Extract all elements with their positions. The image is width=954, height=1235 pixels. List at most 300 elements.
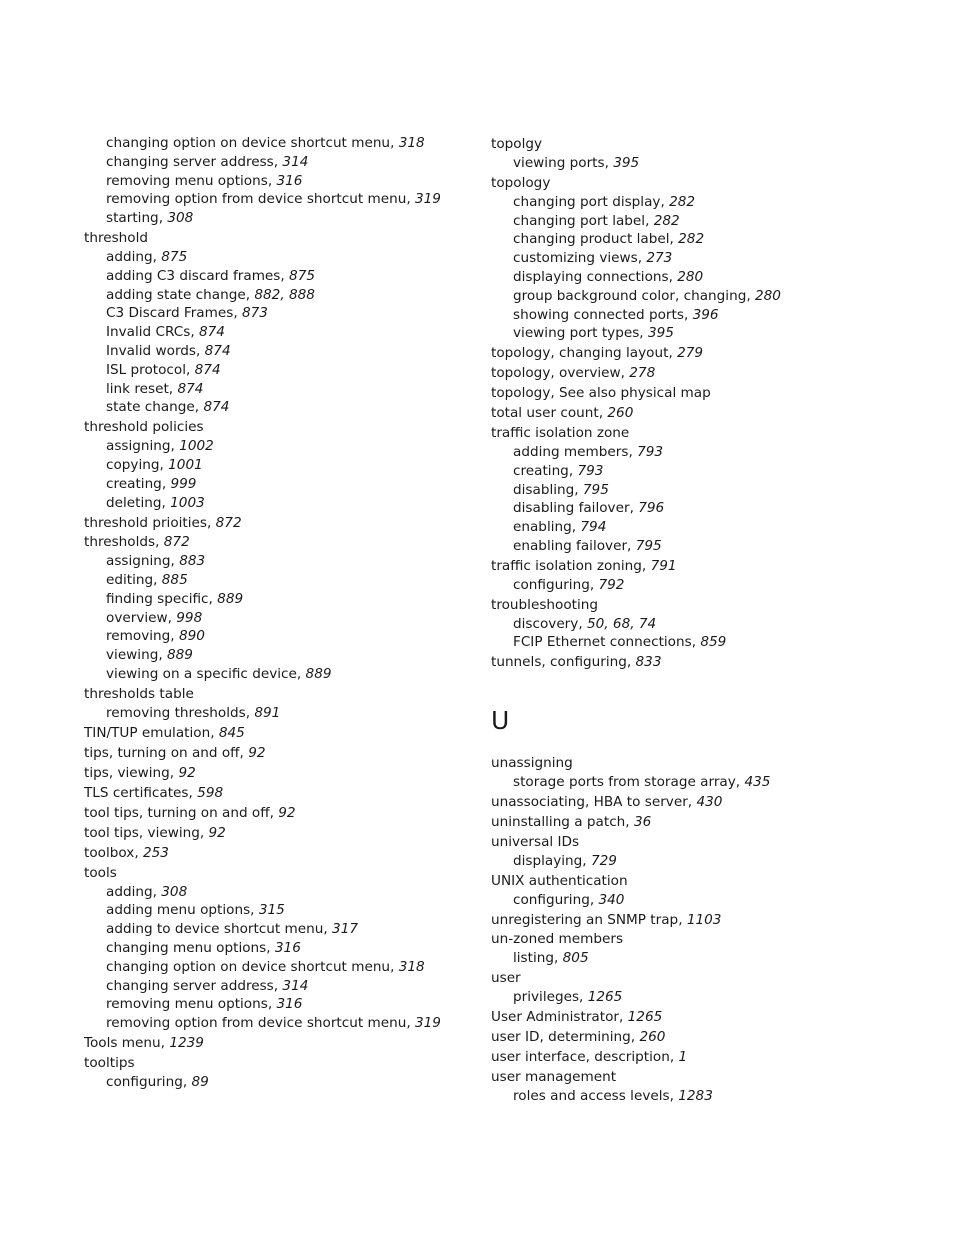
index-separator: , — [210, 724, 219, 741]
index-separator: , — [267, 996, 277, 1013]
index-subentry — [84, 939, 464, 958]
index-separator: , — [620, 365, 630, 382]
index-separator: , — [159, 456, 169, 473]
page-reference-link[interactable]: 435 — [744, 773, 771, 790]
index-term: tooltips — [84, 1055, 135, 1072]
index-subentry — [491, 773, 891, 792]
index-subentry — [491, 499, 891, 518]
index-subentry — [84, 248, 464, 267]
page-reference-link[interactable]: 315 — [258, 902, 285, 919]
page-reference-link[interactable]: 253 — [142, 844, 169, 861]
index-term: changing option on device shortcut menu — [106, 135, 391, 151]
index-separator: , — [554, 950, 563, 967]
index-separator: , — [250, 902, 259, 919]
index-subentry — [491, 212, 891, 231]
index-term: unregistering an SNMP trap — [491, 911, 679, 928]
page-reference-link[interactable]: 793 — [577, 462, 604, 479]
page-reference-link[interactable]: 92 — [248, 744, 266, 761]
page-reference-link[interactable]: 92 — [178, 764, 196, 781]
index-separator: , — [735, 773, 745, 790]
index-term: threshold — [84, 230, 149, 247]
page-reference-link[interactable]: 795 — [582, 481, 609, 498]
index-entry — [491, 557, 891, 576]
index-subentry — [491, 230, 891, 249]
index-separator: , — [390, 958, 399, 975]
page-reference-link[interactable]: 1283 — [678, 1087, 713, 1104]
index-subentry — [84, 153, 464, 172]
index-term: changing server address — [106, 153, 274, 170]
page-reference-link[interactable]: 319 — [415, 191, 441, 208]
page-reference-link[interactable]: 280 — [677, 268, 704, 285]
page-reference-link[interactable]: 883 — [179, 553, 206, 570]
index-entry — [84, 1034, 464, 1053]
index-term: overview — [106, 609, 168, 626]
page-reference-link[interactable]: 314 — [282, 977, 309, 994]
index-separator: , — [194, 399, 204, 416]
index-subentry — [491, 324, 891, 343]
index-subentry — [84, 609, 464, 628]
index-term: removing — [106, 628, 171, 645]
page-reference-link[interactable]: 999 — [170, 475, 197, 492]
index-subentry — [491, 633, 891, 652]
index-subentry — [491, 949, 891, 968]
page-reference-link[interactable]: 282 — [669, 193, 696, 210]
page-reference-link[interactable]: 833 — [635, 654, 662, 671]
index-entry — [491, 754, 891, 773]
index-term: TIN/TUP emulation — [84, 724, 211, 741]
index-separator: , — [669, 1087, 679, 1104]
index-term: viewing on a specific device — [106, 666, 297, 683]
section-letter-heading: U — [491, 706, 510, 736]
index-separator: , — [687, 793, 697, 810]
page-reference-link[interactable]: 729 — [590, 852, 617, 869]
index-subentry — [84, 1014, 464, 1033]
page-reference-link[interactable]: 1 — [678, 1049, 688, 1066]
index-separator: , — [134, 844, 143, 861]
page-reference-link[interactable]: 874 — [194, 361, 221, 378]
index-separator: , — [629, 500, 639, 517]
index-entry — [491, 135, 891, 154]
index-entry — [491, 930, 891, 949]
index-entry — [84, 864, 464, 883]
page-reference-link[interactable]: 885 — [161, 572, 188, 589]
index-subentry — [84, 172, 464, 191]
page-reference-link[interactable]: 998 — [176, 609, 203, 626]
page-reference-link[interactable]: 795 — [635, 538, 662, 555]
index-separator: , — [280, 267, 290, 284]
page-reference-link[interactable]: 316 — [274, 939, 301, 956]
index-term: editing — [106, 572, 154, 589]
index-separator: , — [668, 268, 678, 285]
index-term: adding menu options — [106, 902, 251, 919]
page-reference-link[interactable]: 890 — [178, 628, 205, 645]
index-term: topology — [491, 174, 551, 191]
index-subentry — [491, 154, 891, 173]
index-entry — [84, 229, 464, 248]
page-reference-link[interactable]: 340 — [598, 891, 625, 908]
index-separator: , — [170, 628, 179, 645]
index-subentry — [491, 193, 891, 212]
index-term: threshold prioities — [84, 514, 207, 531]
index-separator: , — [169, 764, 179, 781]
index-term: displaying — [513, 852, 583, 869]
page-reference-link[interactable]: 279 — [677, 345, 704, 362]
index-term: unassigning — [491, 755, 573, 772]
index-term: tips, turning on and off — [84, 744, 240, 761]
index-term: un-zoned members — [491, 931, 624, 948]
index-subentry — [491, 287, 891, 306]
index-term: state change — [106, 399, 195, 416]
page-reference-link[interactable]: 805 — [562, 950, 589, 967]
page-reference-link[interactable]: 1001 — [168, 456, 203, 473]
index-subentry — [84, 475, 464, 494]
index-separator: , — [161, 494, 171, 511]
index-term: unassociating, HBA to server — [491, 793, 688, 810]
index-subentry — [491, 615, 891, 634]
index-term: adding — [106, 883, 153, 900]
index-term: configuring — [513, 576, 590, 593]
index-column-left — [84, 134, 464, 1092]
page-reference-link[interactable]: 1239 — [169, 1035, 204, 1052]
index-subentry — [84, 958, 464, 977]
index-term: topology, changing layout — [491, 345, 669, 362]
index-term: thresholds — [84, 534, 156, 551]
index-term: removing thresholds — [106, 704, 246, 721]
index-subentry — [84, 665, 464, 684]
page-reference-link[interactable]: 1002 — [179, 438, 214, 455]
index-separator: , — [160, 1035, 170, 1052]
index-subentry — [84, 342, 464, 361]
index-separator: , — [296, 666, 306, 683]
index-term: total user count — [491, 405, 599, 422]
index-entry — [491, 833, 891, 852]
index-subentry — [84, 323, 464, 342]
page-reference-link[interactable]: 1003 — [170, 494, 205, 511]
index-term: tunnels, configuring — [491, 654, 627, 671]
index-entry — [84, 685, 464, 704]
index-entry — [84, 844, 464, 863]
index-separator: , — [598, 405, 608, 422]
index-separator: , — [206, 514, 216, 531]
index-term: storage ports from storage array — [513, 773, 736, 790]
index-entry — [84, 824, 464, 843]
index-separator: , — [152, 883, 162, 900]
index-separator: , — [628, 444, 638, 461]
page-reference-link[interactable]: 1103 — [686, 911, 722, 928]
index-separator: , — [626, 654, 636, 671]
index-separator: , — [155, 534, 164, 551]
page-reference-link[interactable]: 794 — [580, 519, 607, 536]
index-term: universal IDs — [491, 833, 580, 850]
index-separator: , — [170, 438, 180, 455]
index-separator: , — [167, 609, 177, 626]
page-reference-link[interactable]: 319 — [415, 1015, 441, 1032]
index-separator: , — [578, 615, 587, 632]
index-subentry — [84, 571, 464, 590]
page-reference-link[interactable]: 89 — [191, 1073, 209, 1090]
index-term: creating — [106, 475, 162, 492]
page-reference-link[interactable]: 278 — [629, 365, 656, 382]
index-term: troubleshooting — [491, 596, 599, 613]
index-term: removing option from device shortcut menu — [106, 1015, 407, 1032]
page-reference-link[interactable]: 859 — [700, 634, 727, 651]
index-term: finding specific — [106, 590, 209, 607]
index-term: tool tips, viewing — [84, 824, 200, 841]
index-separator: , — [182, 1073, 192, 1090]
index-separator: , — [604, 154, 614, 171]
index-term: removing option from device shortcut menu — [106, 191, 407, 208]
page-reference-link[interactable]: 396 — [692, 306, 719, 323]
page-reference-link[interactable]: 318 — [398, 958, 425, 975]
index-separator: , — [267, 172, 277, 189]
index-separator: , — [170, 553, 180, 570]
index-separator: , — [158, 210, 168, 227]
index-subentry — [491, 249, 891, 268]
index-term: tool tips, turning on and off — [84, 804, 270, 821]
page-reference-link[interactable]: 260 — [639, 1029, 666, 1046]
index-term: listing — [513, 950, 554, 967]
index-separator: , — [625, 813, 634, 830]
index-separator: , — [641, 558, 651, 575]
page-reference-link[interactable]: 308 — [161, 883, 188, 900]
index-subentry — [84, 456, 464, 475]
page-reference-link[interactable]: 316 — [276, 172, 303, 189]
page-reference-link[interactable]: 36 — [633, 813, 652, 830]
page-reference-link[interactable]: 260 — [607, 405, 634, 422]
index-entry — [491, 793, 891, 812]
index-separator: , — [568, 462, 578, 479]
index-term: Invalid words — [106, 342, 196, 359]
index-subentry — [84, 134, 464, 153]
page-reference-link[interactable]: 1265 — [627, 1009, 663, 1026]
index-separator: , — [639, 325, 648, 342]
index-term: adding C3 discard frames — [106, 267, 281, 284]
index-term: ISL protocol — [106, 361, 186, 378]
page-reference-link[interactable]: 889 — [305, 666, 332, 683]
index-separator: , — [196, 342, 205, 359]
page-reference-link[interactable]: 92 — [278, 804, 296, 821]
index-separator: , — [669, 1049, 679, 1066]
index-term: Invalid CRCs — [106, 324, 191, 341]
index-separator: , — [245, 286, 255, 303]
page-reference-link[interactable]: 872 — [163, 534, 190, 551]
index-separator: , — [746, 287, 755, 304]
page-reference-link[interactable]: 874 — [203, 399, 230, 416]
index-term: traffic isolation zoning — [491, 558, 642, 575]
index-entry — [491, 1048, 891, 1067]
index-separator: , — [582, 852, 591, 869]
index-subentry — [84, 398, 464, 417]
index-subentry — [491, 462, 891, 481]
page-reference-link[interactable]: 395 — [613, 154, 640, 171]
index-separator: , — [627, 538, 636, 555]
index-separator: , — [199, 824, 209, 841]
page-reference-link[interactable]: 889 — [166, 647, 193, 664]
page-reference-link[interactable]: 889 — [217, 590, 244, 607]
index-separator: , — [239, 744, 249, 761]
index-entry — [491, 364, 891, 383]
index-term: adding state change — [106, 286, 246, 303]
index-subentry — [84, 304, 464, 323]
index-entry — [491, 404, 891, 423]
index-term: user management — [491, 1069, 617, 1085]
index-term: changing product label — [513, 231, 670, 248]
index-term: user interface, description — [491, 1049, 670, 1066]
index-term: adding — [106, 248, 153, 265]
page-reference-link[interactable]: 50, 68, 74 — [586, 615, 657, 632]
page-reference-link[interactable]: 92 — [208, 824, 226, 841]
page-reference-link[interactable]: 430 — [696, 793, 723, 810]
index-subentry — [84, 995, 464, 1014]
index-subentry — [84, 380, 464, 399]
index-separator: , — [683, 306, 693, 323]
page-reference-link[interactable]: 874 — [204, 342, 231, 359]
page-reference-link[interactable]: 872 — [215, 514, 242, 531]
index-term: enabling — [513, 519, 572, 536]
index-subentry — [84, 646, 464, 665]
index-term: displaying connections — [513, 268, 669, 285]
index-subentry — [84, 901, 464, 920]
index-separator: , — [168, 380, 178, 397]
index-entry — [491, 969, 891, 988]
page-reference-link[interactable]: 882, 888 — [254, 286, 315, 303]
page-reference-link[interactable]: 598 — [197, 784, 224, 801]
index-term: topolgy — [491, 136, 543, 153]
index-subentry — [84, 704, 464, 723]
index-separator: , — [152, 248, 162, 265]
index-subentry — [491, 443, 891, 462]
index-entry — [84, 784, 464, 803]
index-term: Tools menu — [84, 1035, 161, 1052]
index-term: changing port label — [513, 212, 646, 229]
index-term: user ID, determining — [491, 1029, 631, 1046]
index-term: User Administrator — [491, 1009, 619, 1026]
index-term: customizing views — [513, 250, 638, 267]
index-subentry — [84, 920, 464, 939]
index-term: configuring — [513, 891, 590, 908]
index-term: removing menu options — [106, 172, 268, 189]
page-reference-link[interactable]: 875 — [161, 248, 188, 265]
index-term: creating — [513, 462, 569, 479]
index-term: changing port display — [513, 193, 661, 210]
index-term: starting — [106, 210, 159, 227]
page-reference-link[interactable]: 874 — [177, 380, 204, 397]
page-reference-link[interactable]: 314 — [282, 153, 309, 170]
index-term: enabling failover — [513, 538, 628, 555]
index-entry — [491, 911, 891, 930]
page-reference-link[interactable]: 1265 — [587, 989, 623, 1006]
index-term: changing server address — [106, 977, 274, 994]
index-separator: , — [669, 231, 679, 248]
index-subentry — [84, 361, 464, 380]
page-reference-link[interactable]: 282 — [653, 212, 680, 229]
index-term: assigning — [106, 438, 171, 455]
index-subentry — [491, 268, 891, 287]
index-term: threshold policies — [84, 419, 204, 436]
index-term: toolbox — [84, 844, 135, 861]
index-separator: , — [618, 1009, 628, 1026]
index-separator: , — [233, 305, 242, 322]
index-term: group background color, changing — [513, 287, 747, 304]
index-separator: , — [190, 324, 199, 341]
index-term: disabling — [513, 481, 575, 498]
index-separator: , — [678, 911, 687, 928]
index-subentry — [84, 494, 464, 513]
index-term: discovery — [513, 615, 579, 632]
page-reference-link[interactable]: 280 — [754, 287, 781, 304]
index-term: FCIP Ethernet connections — [513, 634, 692, 651]
index-subentry — [491, 306, 891, 325]
index-subentry — [84, 977, 464, 996]
index-separator: , — [574, 481, 583, 498]
index-section-u — [491, 754, 891, 1105]
index-term: C3 Discard Frames — [106, 305, 234, 322]
index-term: configuring — [106, 1073, 183, 1090]
index-term: changing menu options — [106, 939, 267, 956]
index-separator: , — [589, 576, 599, 593]
index-separator: , — [153, 572, 162, 589]
page-reference-link[interactable]: 282 — [678, 231, 705, 248]
index-entry — [84, 724, 464, 743]
index-term: tips, viewing — [84, 764, 170, 781]
page-reference-link[interactable]: 273 — [646, 250, 673, 267]
index-separator: , — [406, 191, 415, 208]
index-entry — [84, 764, 464, 783]
page-reference-link[interactable]: 845 — [218, 724, 245, 741]
page-reference-link[interactable]: 317 — [332, 921, 358, 938]
index-separator: , — [269, 804, 279, 821]
index-separator: , — [245, 704, 255, 721]
page-reference-link[interactable]: 873 — [241, 305, 268, 322]
index-entry — [491, 1008, 891, 1027]
index-term: changing option on device shortcut menu — [106, 958, 391, 975]
page-reference-link[interactable]: 891 — [254, 704, 281, 721]
index-term: UNIX authentication — [491, 872, 628, 889]
index-entry — [84, 1054, 464, 1073]
index-term: tools — [84, 864, 117, 881]
index-subentry — [84, 286, 464, 305]
page-reference-link[interactable]: 792 — [598, 576, 625, 593]
page-reference-link[interactable]: 308 — [167, 210, 194, 227]
index-term: user — [491, 970, 521, 987]
index-separator: , — [691, 634, 701, 651]
page-reference-link[interactable]: 793 — [637, 444, 664, 461]
index-subentry — [84, 190, 464, 209]
page-reference-link[interactable]: 318 — [398, 135, 425, 151]
index-subentry — [84, 267, 464, 286]
index-term: showing connected ports — [513, 306, 684, 323]
index-separator: , — [390, 135, 399, 151]
index-entry — [491, 872, 891, 891]
page-reference-link[interactable]: 874 — [199, 324, 225, 341]
index-separator: , — [208, 590, 218, 607]
index-term: viewing ports — [513, 154, 605, 171]
page-reference-link[interactable]: 875 — [289, 267, 315, 284]
index-term: assigning — [106, 553, 171, 570]
index-entry — [84, 418, 464, 437]
index-term: TLS certificates — [84, 784, 189, 801]
page-reference-link[interactable]: 395 — [647, 325, 674, 342]
index-separator: , — [266, 939, 275, 956]
index-separator: , — [630, 1029, 640, 1046]
page-reference-link[interactable]: 316 — [276, 996, 303, 1013]
index-term: topology, overview — [491, 365, 621, 382]
page-reference-link[interactable]: 791 — [650, 558, 677, 575]
index-term: copying — [106, 456, 160, 473]
index-separator: , — [273, 977, 283, 994]
index-subentry — [491, 988, 891, 1007]
page-reference-link[interactable]: 796 — [638, 500, 665, 517]
